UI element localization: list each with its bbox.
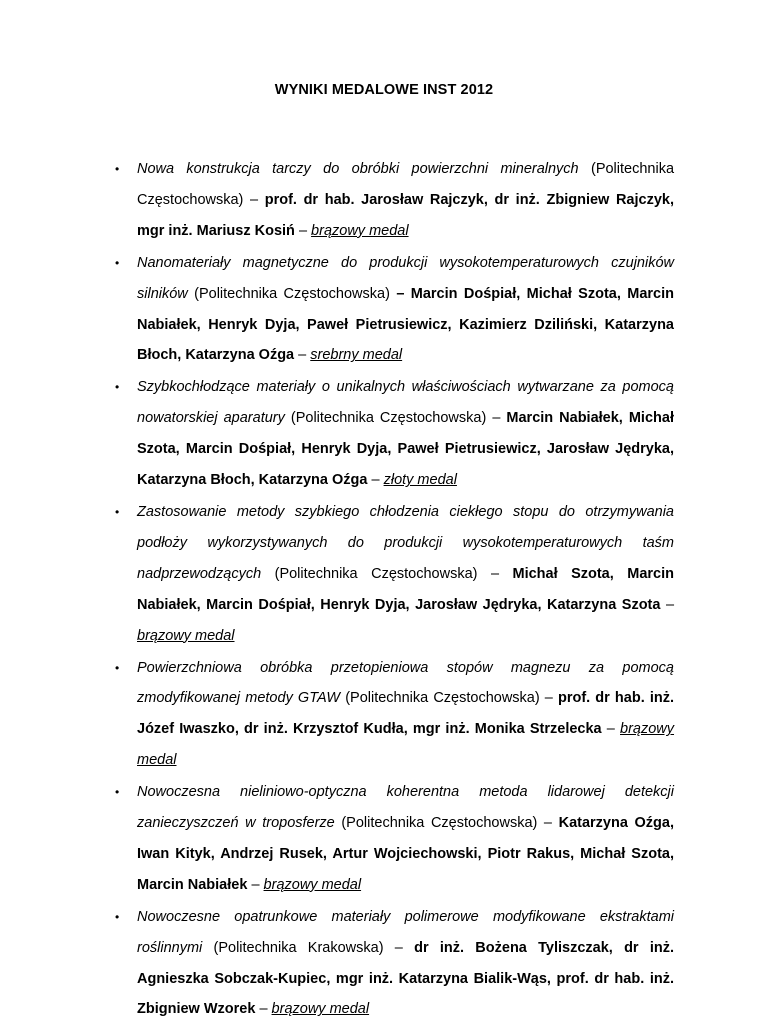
institution: (Politechnika Częstochowska) – bbox=[137, 161, 675, 208]
institution: (Politechnika Częstochowska) – bbox=[340, 690, 558, 707]
medal: złoty medal bbox=[383, 472, 457, 489]
invention-title: Zastosowanie metody szybkiego chłodzenia ciekłego stopu do otrzymywania podłoży wykorzystywanych do produkcji wysokotemperaturowych taśm nadprzewodzących bbox=[137, 503, 674, 582]
invention-title: Nowoczesne opatrunkowe materiały polimerowe modyfikowane ekstraktami roślinnymi bbox=[137, 908, 674, 956]
separator: – bbox=[601, 721, 621, 738]
authors: prof. dr hab. Jarosław Rajczyk, dr inż. Zbigniew Rajczyk, mgr inż. Mariusz Kosiń bbox=[137, 191, 674, 239]
document-title: WYNIKI MEDALOWE INST 2012 bbox=[274, 82, 494, 98]
institution: (Politechnika Częstochowska) bbox=[187, 285, 397, 302]
list-item bbox=[137, 902, 674, 1026]
invention-title: Nowoczesna nieliniowo-optyczna koherentna metoda lidarowej detekcji zanieczyszczeń w troposferze bbox=[137, 784, 674, 832]
medal: brązowy medal bbox=[137, 721, 675, 769]
list-item bbox=[137, 248, 674, 372]
institution: (Politechnika Częstochowska) – bbox=[334, 815, 559, 832]
authors: Katarzyna Oźga, Iwan Kityk, Andrzej Rusek, Artur Wojciechowski, Piotr Rakus, Michał Szota, Marcin Nabiałek bbox=[137, 815, 674, 893]
invention-title: Nanomateriały magnetyczne do produkcji wysokotemperaturowych czujników silników bbox=[137, 254, 674, 302]
list-item bbox=[137, 372, 674, 496]
authors: Michał Szota, Marcin Nabiałek, Marcin Dośpiał, Henryk Dyja, Jarosław Jędryka, Katarzyna Szota bbox=[137, 565, 674, 613]
list-item bbox=[137, 777, 674, 901]
institution: (Politechnika Częstochowska) – bbox=[284, 410, 507, 427]
list-item bbox=[137, 154, 674, 247]
invention-title: Nowa konstrukcja tarczy do obróbki powierzchni mineralnych bbox=[137, 161, 579, 177]
institution: (Politechnika Częstochowska) – bbox=[261, 565, 513, 582]
separator: – bbox=[367, 472, 384, 489]
authors: – Marcin Dośpiał, Michał Szota, Marcin Nabiałek, Henryk Dyja, Paweł Pietrusiewicz, Kazimierz Dziliński, Katarzyna Błoch, Katarzyna Oźga bbox=[137, 285, 674, 364]
separator: – bbox=[294, 222, 312, 239]
separator: – bbox=[660, 596, 675, 613]
medal-list bbox=[0, 154, 768, 1026]
authors: prof. dr hab. inż. Józef Iwaszko, dr inż. Krzysztof Kudła, mgr inż. Monika Strzelecka bbox=[137, 690, 674, 738]
authors: dr inż. Bożena Tyliszczak, dr inż. Agnieszka Sobczak-Kupiec, mgr inż. Katarzyna Bialik-Wąs, prof. dr hab. inż. Zbigniew Wzorek bbox=[137, 939, 674, 1018]
medal: brązowy medal bbox=[311, 222, 409, 239]
invention-title: Powierzchniowa obróbka przetopieniowa stopów magnezu za pomocą zmodyfikowanej metody GTAW bbox=[137, 659, 674, 707]
medal: brązowy medal bbox=[263, 876, 362, 893]
separator: – bbox=[247, 876, 264, 893]
institution: (Politechnika Krakowska) – bbox=[202, 939, 415, 956]
list-item bbox=[137, 653, 674, 777]
invention-title: Szybkochłodzące materiały o unikalnych właściwościach wytwarzane za pomocą nowatorskiej aparatury bbox=[137, 379, 674, 427]
list-item bbox=[137, 497, 674, 652]
medal: brązowy medal bbox=[137, 627, 235, 644]
medal: brązowy medal bbox=[271, 1001, 370, 1018]
authors: Marcin Nabiałek, Michał Szota, Marcin Dośpiał, Henryk Dyja, Paweł Pietrusiewicz, Jarosław Jędryka, Katarzyna Błoch, Katarzyna Oźga bbox=[137, 410, 674, 489]
medal: srebrny medal bbox=[310, 347, 403, 364]
separator: – bbox=[255, 1001, 272, 1018]
separator: – bbox=[294, 347, 311, 364]
